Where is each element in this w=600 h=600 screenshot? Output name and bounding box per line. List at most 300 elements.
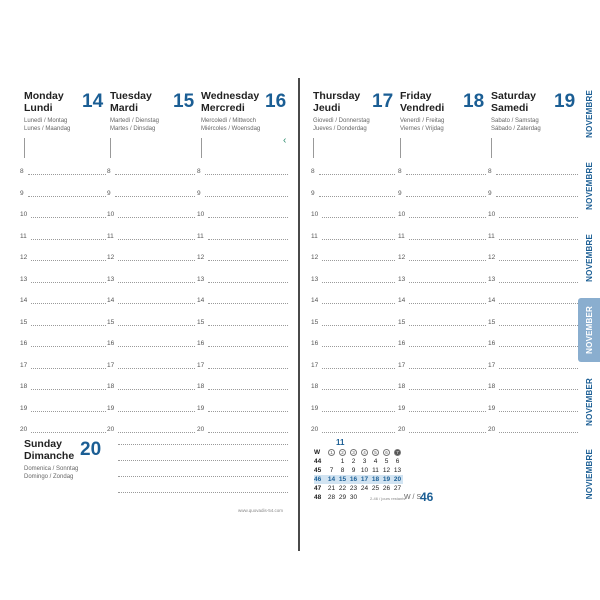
hour-line: [31, 260, 106, 261]
hour-slot[interactable]: [488, 168, 578, 178]
mini-calendar-day: 30: [349, 494, 358, 501]
weekday-circle: 7: [394, 449, 401, 456]
hour-line: [496, 196, 578, 197]
hour-slot[interactable]: [107, 319, 195, 329]
weekday-header: [392, 448, 403, 457]
hour-slot[interactable]: [197, 405, 288, 415]
hour-line: [118, 325, 195, 326]
hour-line: [31, 239, 106, 240]
hour-label: 14: [20, 297, 28, 304]
days-remaining-note: 2-46 / jours restants: [370, 496, 406, 501]
mini-calendar-week-row: [314, 466, 403, 475]
hour-label: 20: [107, 426, 115, 433]
hour-slot[interactable]: [311, 319, 395, 329]
month-tab[interactable]: [578, 442, 600, 506]
weekday-header: [359, 448, 370, 457]
hour-slot[interactable]: [398, 211, 486, 221]
hour-slot[interactable]: [107, 362, 195, 372]
day-sub-1: Venerdì / Freitag: [400, 118, 445, 124]
hour-slot[interactable]: [20, 426, 106, 436]
mini-calendar-day: 5: [384, 458, 389, 465]
hour-slot[interactable]: [398, 426, 486, 436]
mini-calendar-day: 15: [338, 476, 347, 483]
mini-calendar-day: 29: [338, 494, 347, 501]
week-number-cell: 45: [314, 467, 322, 474]
hour-line: [208, 239, 288, 240]
mini-calendar-day: [326, 457, 337, 466]
hour-slot[interactable]: [107, 233, 195, 243]
hour-label: 8: [488, 168, 492, 175]
hour-line: [31, 432, 106, 433]
hour-label: 18: [197, 383, 205, 390]
mini-calendar-day: 2: [351, 458, 356, 465]
day-number: 16: [265, 91, 287, 112]
mini-calendar-day: 13: [393, 467, 402, 474]
day-translations: [201, 117, 288, 133]
hour-slot[interactable]: [20, 233, 106, 243]
hour-line: [499, 368, 578, 369]
hour-line: [322, 411, 395, 412]
hour-label: 11: [488, 232, 495, 240]
hour-slot[interactable]: [20, 319, 106, 329]
hour-line: [31, 389, 106, 390]
hour-slot[interactable]: [107, 383, 195, 393]
month-tab[interactable]: [578, 370, 600, 434]
hour-slot[interactable]: [398, 405, 486, 415]
hour-slot[interactable]: [488, 297, 578, 307]
hour-line: [319, 196, 395, 197]
week-label: W / S: [404, 494, 422, 501]
hour-slot[interactable]: [398, 190, 486, 200]
hour-line: [499, 260, 578, 261]
day-number: 15: [173, 91, 195, 112]
hour-line: [31, 346, 106, 347]
mini-calendar-day: 7: [329, 467, 334, 474]
hour-slot[interactable]: [488, 233, 578, 243]
day-name-en: Tuesday: [110, 90, 152, 102]
hour-line: [118, 239, 195, 240]
hour-slot[interactable]: [488, 254, 578, 264]
hour-slot[interactable]: [311, 190, 395, 200]
hour-label: 18: [398, 383, 406, 390]
hour-label: 15: [311, 318, 319, 326]
hour-line: [205, 196, 288, 197]
hour-line: [208, 325, 288, 326]
month-tab-label: NOVEMBER: [584, 378, 594, 426]
hour-slot[interactable]: [107, 426, 195, 436]
hour-slot[interactable]: [488, 190, 578, 200]
hour-line: [322, 325, 395, 326]
hour-line: [409, 325, 486, 326]
hour-line: [208, 303, 288, 304]
hour-line: [319, 174, 395, 175]
mini-calendar-day: 1: [340, 458, 345, 465]
day-name-fr: Mercredi: [201, 102, 245, 114]
sunday-note-line: [118, 444, 288, 445]
hour-label: 10: [197, 211, 205, 218]
day-sub-1: Domenica / Sonntag: [24, 466, 79, 472]
month-tab-label: NOVEMBER: [584, 306, 594, 354]
hour-slot[interactable]: [197, 190, 288, 200]
hour-slot[interactable]: [20, 340, 106, 350]
hour-slot[interactable]: [197, 383, 288, 393]
weekday-circle: 3: [350, 449, 357, 456]
day-monday: [24, 90, 106, 133]
day-sub-1: Giovedì / Donnerstag: [313, 118, 370, 124]
hour-line: [208, 346, 288, 347]
hour-slot[interactable]: [20, 190, 106, 200]
hour-label: 9: [20, 189, 24, 197]
hour-label: 13: [197, 275, 205, 283]
website-url: www.quovadis-54.com: [238, 508, 284, 513]
hour-line: [115, 174, 195, 175]
hour-label: 17: [20, 361, 28, 369]
hour-line: [208, 217, 288, 218]
day-sub-2: Martes / Dinsdag: [110, 126, 156, 132]
hour-line: [409, 282, 486, 283]
hour-label: 14: [488, 297, 496, 304]
mini-calendar-day: 26: [382, 485, 391, 492]
sunday-note-line: [118, 476, 288, 477]
hour-label: 12: [311, 254, 319, 261]
hour-label: 15: [398, 318, 406, 326]
hour-slot[interactable]: [311, 211, 395, 221]
hour-label: 18: [107, 383, 115, 390]
day-sub-1: Sabato / Samstag: [491, 118, 539, 124]
hour-slot[interactable]: [197, 233, 288, 243]
hour-label: 13: [311, 275, 319, 283]
hour-line: [118, 217, 195, 218]
hour-line: [118, 282, 195, 283]
day-sub-1: Martedì / Dienstag: [110, 118, 160, 124]
hour-line: [118, 411, 195, 412]
mini-calendar-day: [359, 493, 370, 502]
hour-label: 12: [107, 254, 115, 261]
hour-slot[interactable]: [488, 319, 578, 329]
hour-slot[interactable]: [20, 254, 106, 264]
hour-slot[interactable]: [107, 254, 195, 264]
hour-label: 16: [107, 340, 115, 347]
month-tab-label: NOVIEMBRE: [584, 448, 594, 500]
hour-line: [499, 217, 578, 218]
hour-line: [322, 368, 395, 369]
week-number-cell: 47: [314, 485, 322, 492]
mini-calendar-day: 10: [360, 467, 369, 474]
mini-calendar-day: 6: [395, 458, 400, 465]
day-sub-1: Lunedì / Montag: [24, 118, 68, 124]
hour-slot[interactable]: [488, 426, 578, 436]
hour-line: [31, 217, 106, 218]
hour-label: 8: [107, 168, 111, 175]
hour-label: 13: [398, 275, 406, 283]
hour-line: [406, 196, 486, 197]
hour-line: [31, 325, 106, 326]
hour-slot[interactable]: [488, 383, 578, 393]
weekday-header: [337, 448, 348, 457]
hour-line: [322, 303, 395, 304]
mini-calendar-day: 19: [382, 476, 391, 483]
note-divider: [313, 138, 314, 158]
hour-line: [118, 346, 195, 347]
hour-line: [409, 411, 486, 412]
hour-label: 11: [20, 232, 27, 240]
hour-line: [499, 282, 578, 283]
hour-slot[interactable]: [20, 362, 106, 372]
hour-slot[interactable]: [311, 362, 395, 372]
day-tuesday: [110, 90, 196, 133]
mini-calendar-day: 12: [382, 467, 391, 474]
hour-label: 17: [197, 361, 205, 369]
hour-label: 10: [311, 211, 319, 218]
day-name-en: Wednesday: [201, 90, 260, 102]
hour-slot[interactable]: [20, 383, 106, 393]
mini-calendar-header: [314, 448, 403, 457]
hour-label: 17: [311, 361, 319, 369]
mini-calendar-day: 25: [371, 485, 380, 492]
day-translations: [24, 465, 106, 481]
hour-slot[interactable]: [107, 190, 195, 200]
mini-calendar-day: 8: [340, 467, 345, 474]
mini-calendar-day: 18: [371, 476, 380, 483]
hour-label: 12: [20, 254, 28, 261]
chevron-left-icon: ‹: [283, 135, 287, 146]
hour-slot[interactable]: [398, 383, 486, 393]
hour-label: 16: [488, 340, 496, 347]
hour-label: 12: [197, 254, 205, 261]
day-sub-2: Viernes / Vrijdag: [400, 126, 444, 132]
hour-slot[interactable]: [20, 297, 106, 307]
hour-label: 16: [311, 340, 319, 347]
day-sub-2: Miércoles / Woensdag: [201, 126, 261, 132]
mini-calendar-day: 24: [360, 485, 369, 492]
hour-label: 10: [107, 211, 115, 218]
hour-slot[interactable]: [20, 168, 106, 178]
hour-label: 19: [107, 404, 115, 412]
hour-slot[interactable]: [197, 297, 288, 307]
hour-line: [208, 432, 288, 433]
hour-label: 14: [107, 297, 115, 304]
hour-line: [31, 303, 106, 304]
hour-label: 15: [20, 318, 28, 326]
day-number: 14: [82, 91, 104, 112]
hour-slot[interactable]: [398, 319, 486, 329]
day-friday: [400, 90, 486, 133]
week-number-cell: 46: [314, 476, 322, 483]
hour-slot[interactable]: [107, 340, 195, 350]
hour-label: 19: [311, 404, 319, 412]
hour-slot[interactable]: [197, 276, 288, 286]
hour-label: 9: [488, 189, 492, 197]
hour-line: [499, 303, 578, 304]
hour-label: 11: [398, 232, 405, 240]
hour-slot[interactable]: [197, 319, 288, 329]
hour-slot[interactable]: [398, 362, 486, 372]
hour-label: 20: [488, 426, 496, 433]
hour-slot[interactable]: [20, 276, 106, 286]
hour-label: 9: [311, 189, 315, 197]
hour-slot[interactable]: [311, 405, 395, 415]
hour-line: [499, 346, 578, 347]
hour-line: [409, 432, 486, 433]
mini-calendar-month: 11: [336, 438, 345, 447]
hour-line: [409, 389, 486, 390]
day-name-en: Friday: [400, 90, 432, 102]
day-sub-1: Mercoledì / Mittwoch: [201, 118, 257, 124]
hour-slot[interactable]: [197, 211, 288, 221]
month-tabs: [578, 78, 600, 558]
hour-slot[interactable]: [107, 405, 195, 415]
hour-slot[interactable]: [311, 297, 395, 307]
mini-calendar-week-row: [314, 475, 403, 484]
hour-label: 17: [398, 361, 406, 369]
day-name-fr: Dimanche: [24, 450, 75, 462]
hour-slot[interactable]: [398, 340, 486, 350]
mini-calendar-day: 14: [327, 476, 336, 483]
week-column-header: W: [314, 449, 321, 456]
hour-label: 8: [398, 168, 402, 175]
hour-line: [28, 196, 106, 197]
mini-calendar-day: 4: [373, 458, 378, 465]
hour-slot[interactable]: [398, 254, 486, 264]
hour-line: [208, 368, 288, 369]
hour-slot[interactable]: [488, 211, 578, 221]
month-tab[interactable]: [578, 298, 600, 362]
hour-slot[interactable]: [107, 168, 195, 178]
hour-line: [118, 432, 195, 433]
hour-slot[interactable]: [311, 340, 395, 350]
hour-slot[interactable]: [20, 211, 106, 221]
weekday-circle: 5: [372, 449, 379, 456]
hour-label: 20: [197, 426, 205, 433]
hour-slot[interactable]: [107, 297, 195, 307]
day-name-en: Thursday: [313, 90, 361, 102]
hour-slot[interactable]: [311, 426, 395, 436]
hour-label: 18: [311, 383, 319, 390]
hour-line: [322, 217, 395, 218]
month-tab[interactable]: [578, 226, 600, 290]
hour-slot[interactable]: [398, 297, 486, 307]
month-tab[interactable]: [578, 82, 600, 146]
day-name-en: Sunday: [24, 438, 62, 450]
hour-label: 10: [398, 211, 406, 218]
week-number: 46: [420, 490, 434, 504]
hour-slot[interactable]: [311, 383, 395, 393]
day-sub-2: Lunes / Maandag: [24, 126, 71, 132]
hour-slot[interactable]: [197, 254, 288, 264]
hour-slot[interactable]: [107, 276, 195, 286]
day-translations: [491, 117, 577, 133]
hour-label: 13: [488, 275, 496, 283]
hour-slot[interactable]: [311, 233, 395, 243]
hour-label: 19: [488, 404, 496, 412]
hour-slot[interactable]: [197, 340, 288, 350]
hour-line: [208, 389, 288, 390]
hour-line: [31, 411, 106, 412]
hour-label: 16: [197, 340, 205, 347]
mini-calendar-week-row: [314, 484, 403, 493]
hour-slot[interactable]: [311, 276, 395, 286]
day-wednesday: [201, 90, 288, 133]
week-number-cell: 44: [314, 458, 322, 465]
hour-slot[interactable]: [311, 168, 395, 178]
hour-slot[interactable]: [311, 254, 395, 264]
hour-line: [118, 389, 195, 390]
hour-slot[interactable]: [398, 276, 486, 286]
hour-line: [205, 174, 288, 175]
mini-calendar-day: 20: [393, 476, 402, 483]
hour-label: 16: [20, 340, 28, 347]
hour-label: 11: [197, 232, 204, 240]
hour-slot[interactable]: [488, 340, 578, 350]
hour-slot[interactable]: [488, 276, 578, 286]
week-number-cell: 48: [314, 494, 322, 501]
hour-slot[interactable]: [398, 168, 486, 178]
hour-label: 15: [488, 318, 496, 326]
hour-line: [31, 368, 106, 369]
day-name-fr: Samedi: [491, 102, 529, 114]
hour-label: 15: [197, 318, 205, 326]
hour-slot[interactable]: [488, 405, 578, 415]
note-divider: [491, 138, 492, 158]
hour-label: 19: [197, 404, 205, 412]
hour-line: [208, 260, 288, 261]
hour-line: [322, 282, 395, 283]
month-tab-label: NOVEMBRE: [584, 162, 594, 210]
note-divider: [110, 138, 111, 158]
hour-label: 14: [398, 297, 406, 304]
hour-line: [406, 174, 486, 175]
hour-label: 12: [488, 254, 496, 261]
hour-label: 13: [20, 275, 28, 283]
mini-calendar-week-row: [314, 457, 403, 466]
hour-line: [31, 282, 106, 283]
hour-line: [499, 411, 578, 412]
hour-slot[interactable]: [197, 168, 288, 178]
month-tab[interactable]: [578, 154, 600, 218]
mini-calendar-day: 21: [327, 485, 336, 492]
hour-line: [499, 325, 578, 326]
day-name-en: Monday: [24, 90, 64, 102]
note-divider: [201, 138, 202, 158]
hour-line: [409, 239, 486, 240]
hour-line: [496, 174, 578, 175]
hour-slot[interactable]: [20, 405, 106, 415]
hour-line: [322, 346, 395, 347]
hour-slot[interactable]: [197, 426, 288, 436]
hour-label: 13: [107, 275, 115, 283]
day-translations: [24, 117, 106, 133]
day-sunday: [24, 438, 106, 481]
mini-calendar-grid: [314, 448, 406, 502]
hour-label: 11: [311, 232, 318, 240]
hour-line: [208, 411, 288, 412]
hour-slot[interactable]: [107, 211, 195, 221]
day-thursday: [313, 90, 395, 133]
mini-calendar-day: 11: [372, 467, 379, 474]
day-translations: [313, 117, 395, 133]
weekday-circle: 2: [339, 449, 346, 456]
day-number: 17: [372, 91, 394, 112]
hour-line: [499, 389, 578, 390]
hour-line: [409, 260, 486, 261]
hour-slot[interactable]: [197, 362, 288, 372]
hour-slot[interactable]: [488, 362, 578, 372]
hour-line: [409, 303, 486, 304]
sunday-note-line: [118, 460, 288, 461]
hour-line: [499, 432, 578, 433]
hour-slot[interactable]: [398, 233, 486, 243]
hour-label: 9: [197, 189, 201, 197]
